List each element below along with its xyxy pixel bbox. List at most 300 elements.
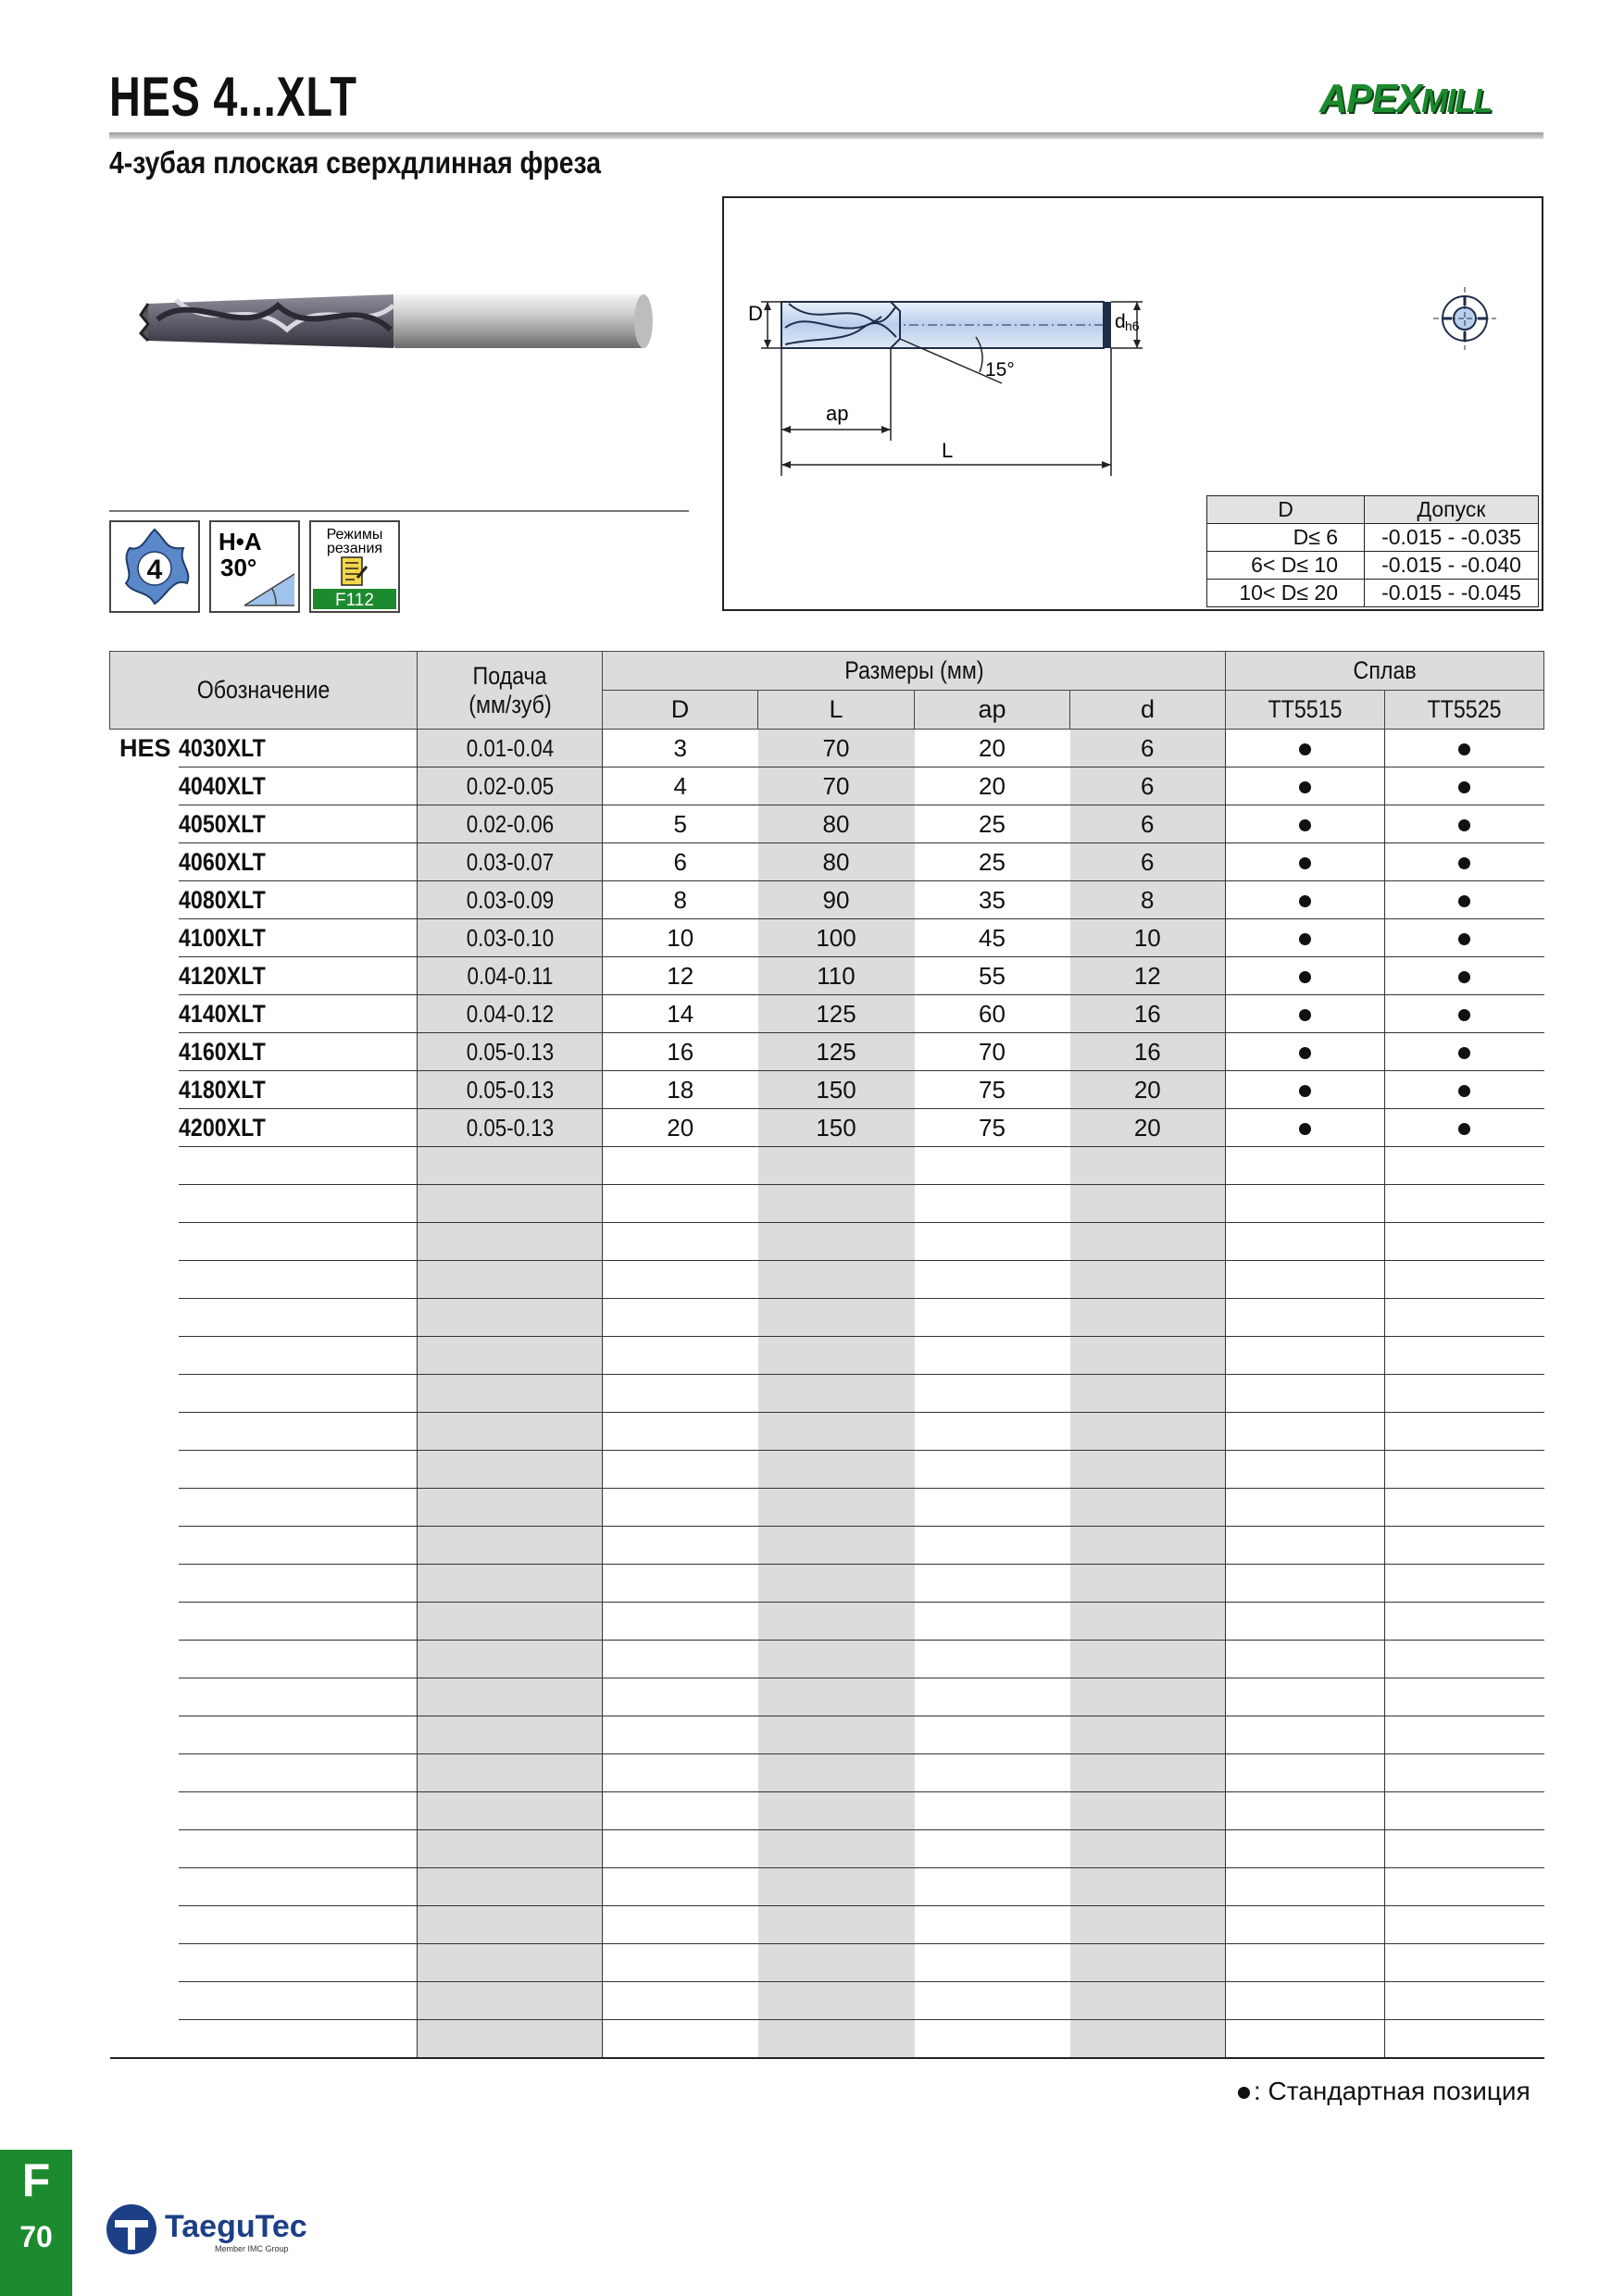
feed-cell (418, 1906, 603, 1944)
dim-D-cell: 14 (603, 995, 758, 1033)
dim-D-cell (603, 1830, 758, 1868)
dim-ap-cell: 25 (915, 805, 1070, 843)
alloy-availability-cell (1226, 1375, 1385, 1413)
dim-D-cell (603, 1641, 758, 1678)
dim-ap-cell: 20 (915, 767, 1070, 805)
dim-ap-cell (915, 1299, 1070, 1337)
dim-D-cell (603, 1337, 758, 1375)
feed-cell (418, 1603, 603, 1641)
dim-D-cell (603, 1944, 758, 1982)
standard-item-dot-icon (1458, 933, 1470, 945)
feed-value: 0.05-0.13 (466, 1075, 554, 1104)
dim-ap-cell (915, 1375, 1070, 1413)
dim-ap-cell: 45 (915, 919, 1070, 957)
alloy-availability-cell (1226, 1944, 1385, 1982)
dim-d-cell: 20 (1070, 1109, 1226, 1147)
feed-value: 0.02-0.06 (466, 809, 554, 838)
feed-cell (418, 730, 603, 767)
feed-cell (418, 1185, 603, 1223)
dim-L-cell (758, 1261, 915, 1299)
dim-ap-cell (915, 1413, 1070, 1451)
header-col-tt5515 (1226, 691, 1385, 730)
legend-text: : Стандартная позиция (1254, 2077, 1530, 2105)
designation-code (179, 957, 418, 995)
standard-item-dot-icon (1299, 1047, 1311, 1059)
dim-D-cell (603, 1982, 758, 2020)
header-alloy (1226, 652, 1544, 691)
header-alloy-text: Сплав (1353, 656, 1417, 684)
dim-ap-cell (915, 1337, 1070, 1375)
empty-row (110, 2020, 1544, 2058)
designation-code (179, 1830, 418, 1868)
apexmill-logo (1319, 76, 1492, 122)
standard-item-dot-icon (1299, 1123, 1311, 1135)
tol-header-d: D (1207, 496, 1365, 524)
designation-code (179, 2020, 418, 2058)
dim-d-cell: 8 (1070, 881, 1226, 919)
dim-D-cell (603, 1375, 758, 1413)
dim-D-cell: 12 (603, 957, 758, 995)
designation-prefix (110, 1071, 179, 1109)
header-col-ap: ap (915, 691, 1070, 730)
dim-L-cell: 80 (758, 843, 915, 881)
alloy-availability-cell (1226, 1223, 1385, 1261)
designation-prefix (110, 1185, 179, 1223)
designation-code (179, 1678, 418, 1716)
empty-row (110, 1527, 1544, 1565)
alloy-availability-cell (1226, 1033, 1385, 1071)
table-row (110, 767, 1544, 805)
dim-D-cell (603, 1716, 758, 1754)
feed-cell (418, 843, 603, 881)
designation-code (179, 1223, 418, 1261)
feed-cell (418, 1299, 603, 1337)
empty-row (110, 1299, 1544, 1337)
designation-code (179, 919, 418, 957)
alloy-availability-cell (1226, 843, 1385, 881)
dim-D-cell (603, 1792, 758, 1830)
designation-code (179, 1071, 418, 1109)
dim-d-cell (1070, 1375, 1226, 1413)
feed-cell (418, 1527, 603, 1565)
standard-item-dot-icon (1458, 819, 1470, 831)
header-col-L: L (758, 691, 915, 730)
designation-code-text: 4050XLT (178, 809, 266, 838)
dim-d-cell (1070, 1299, 1226, 1337)
dim-L-cell: 150 (758, 1109, 915, 1147)
empty-row (110, 1451, 1544, 1489)
dim-d-cell (1070, 1641, 1226, 1678)
standard-item-dot-icon (1299, 781, 1311, 793)
alloy-availability-cell (1226, 1109, 1385, 1147)
standard-item-dot-icon (1299, 971, 1311, 983)
end-mill-photo (139, 278, 657, 361)
feed-cell (418, 805, 603, 843)
page-title: HES 4...XLT (109, 66, 357, 128)
designation-prefix (110, 1527, 179, 1565)
feed-cell (418, 767, 603, 805)
dim-d-cell (1070, 1489, 1226, 1527)
dim-ap-cell (915, 1982, 1070, 2020)
feed-value: 0.05-0.13 (466, 1037, 554, 1066)
dim-D-cell (603, 1678, 758, 1716)
alloy-availability-cell (1226, 1641, 1385, 1678)
designation-code (179, 1261, 418, 1299)
dim-ap-cell (915, 1223, 1070, 1261)
alloy-availability-cell (1385, 1792, 1544, 1830)
alloy-availability-cell (1385, 1071, 1544, 1109)
empty-row (110, 1868, 1544, 1906)
standard-item-dot-icon (1458, 971, 1470, 983)
alloy-availability-cell (1385, 1868, 1544, 1906)
dim-L-cell: 125 (758, 995, 915, 1033)
dim-D-cell: 18 (603, 1071, 758, 1109)
alloy-availability-cell (1385, 1337, 1544, 1375)
cut-label-1: Режимы (326, 527, 383, 543)
dim-L-cell: 150 (758, 1071, 915, 1109)
empty-row (110, 1565, 1544, 1603)
designation-code (179, 1185, 418, 1223)
feed-cell (418, 1716, 603, 1754)
dim-ap-cell (915, 1527, 1070, 1565)
alloy-availability-cell (1385, 1944, 1544, 1982)
designation-prefix (110, 1147, 179, 1185)
cutting-data-icon (311, 522, 398, 611)
alloy-availability-cell (1226, 2020, 1385, 2058)
cutting-data-link[interactable] (309, 520, 400, 613)
four-flute-icon (111, 522, 198, 611)
dim-d-cell: 6 (1070, 767, 1226, 805)
header-dimensions (603, 652, 1226, 691)
dim-D-cell (603, 1754, 758, 1792)
empty-row (110, 1641, 1544, 1678)
designation-code (179, 1982, 418, 2020)
alloy-availability-cell (1385, 995, 1544, 1033)
dim-ap-cell (915, 1147, 1070, 1185)
dim-D-cell (603, 2020, 758, 2058)
designation-prefix (110, 1451, 179, 1489)
designation-prefix (110, 995, 179, 1033)
designation-code (179, 1299, 418, 1337)
dim-L-cell: 100 (758, 919, 915, 957)
dim-ap-cell (915, 1185, 1070, 1223)
dim-ap-cell: 20 (915, 730, 1070, 767)
alloy-availability-cell (1385, 1147, 1544, 1185)
standard-item-dot-icon (1299, 857, 1311, 869)
tol-value: -0.015 - -0.045 (1365, 580, 1539, 607)
feed-cell (418, 1413, 603, 1451)
designation-prefix: HES (119, 733, 171, 762)
alloy-availability-cell (1385, 805, 1544, 843)
dim-L-cell (758, 1678, 915, 1716)
header-feed-line1: Подача (472, 661, 547, 690)
dim-L-cell (758, 1223, 915, 1261)
dim-ap-cell (915, 1754, 1070, 1792)
feed-cell (418, 1375, 603, 1413)
feed-cell (418, 1033, 603, 1071)
empty-row (110, 1375, 1544, 1413)
dim-d-cell (1070, 1147, 1226, 1185)
feed-cell (418, 1071, 603, 1109)
alloy-availability-cell (1385, 1754, 1544, 1792)
feed-cell (418, 1678, 603, 1716)
feed-value: 0.01-0.04 (466, 733, 554, 762)
designation-code (179, 1792, 418, 1830)
brand-sub: Member IMC Group (215, 2244, 289, 2253)
alloy-availability-cell (1385, 1678, 1544, 1716)
dim-L-cell (758, 1527, 915, 1565)
end-view-icon (1433, 287, 1496, 350)
designation-prefix (110, 2020, 179, 2058)
dim-ap-cell (915, 1603, 1070, 1641)
designation-code-text: 4180XLT (178, 1075, 266, 1104)
header-col-d: d (1070, 691, 1226, 730)
alloy-availability-cell (1385, 1375, 1544, 1413)
standard-item-dot-icon (1458, 1009, 1470, 1021)
header-feed-line2: (мм/зуб) (468, 690, 552, 718)
dim-ap-cell: 60 (915, 995, 1070, 1033)
spec-table-body (110, 730, 1544, 2058)
designation-prefix (110, 1489, 179, 1527)
alloy-availability-cell (1226, 1754, 1385, 1792)
dim-L-cell: 80 (758, 805, 915, 843)
alloy-availability-cell (1385, 843, 1544, 881)
tol-header-tolerance: Допуск (1365, 496, 1539, 524)
standard-item-dot-icon (1458, 743, 1470, 755)
designation-prefix (110, 881, 179, 919)
alloy-availability-cell (1226, 767, 1385, 805)
dim-D-cell (603, 1868, 758, 1906)
designation-prefix (110, 1678, 179, 1716)
designation-prefix (110, 1261, 179, 1299)
dim-ap-cell (915, 1944, 1070, 1982)
feed-cell (418, 1565, 603, 1603)
alloy-availability-cell (1226, 1337, 1385, 1375)
table-row (110, 957, 1544, 995)
feed-cell (418, 995, 603, 1033)
feed-cell (418, 1982, 603, 2020)
feed-cell (418, 1754, 603, 1792)
dim-D-cell (603, 1223, 758, 1261)
designation-prefix (110, 1716, 179, 1754)
alloy-availability-cell (1385, 1641, 1544, 1678)
designation-code (179, 1337, 418, 1375)
standard-item-dot-icon (1299, 1009, 1311, 1021)
dim-ap-cell: 70 (915, 1033, 1070, 1071)
tol-value: -0.015 - -0.035 (1365, 524, 1539, 552)
dim-ap-cell (915, 1792, 1070, 1830)
dim-ap-cell (915, 1451, 1070, 1489)
standard-item-dot-icon (1299, 743, 1311, 755)
dim-ap-cell (915, 1906, 1070, 1944)
dim-d-cell (1070, 1982, 1226, 2020)
alloy-availability-cell (1385, 1451, 1544, 1489)
dim-L-cell (758, 1185, 915, 1223)
dim-D-cell (603, 1565, 758, 1603)
designation-prefix (110, 1641, 179, 1678)
designation-code (179, 1147, 418, 1185)
feed-cell (418, 1489, 603, 1527)
empty-row (110, 1261, 1544, 1299)
dim-L-cell (758, 1451, 915, 1489)
dim-d-cell (1070, 1868, 1226, 1906)
brand-name: TaeguTec (165, 2209, 307, 2244)
dim-d-cell (1070, 1223, 1226, 1261)
designation-code (179, 881, 418, 919)
alloy-availability-cell (1226, 1413, 1385, 1451)
dim-d-cell (1070, 1337, 1226, 1375)
designation-code-text: 4080XLT (178, 885, 266, 914)
dim-d-cell (1070, 1830, 1226, 1868)
alloy-availability-cell (1385, 1489, 1544, 1527)
dim-d-cell (1070, 1451, 1226, 1489)
feed-cell (418, 1147, 603, 1185)
feed-cell (418, 2020, 603, 2058)
dim-d-cell: 10 (1070, 919, 1226, 957)
designation-prefix (110, 1565, 179, 1603)
feed-value: 0.02-0.05 (466, 771, 554, 800)
dim-D-cell: 3 (603, 730, 758, 767)
dim-d-cell: 16 (1070, 995, 1226, 1033)
alloy-availability-cell (1226, 1830, 1385, 1868)
alloy-2-text: TT5525 (1427, 695, 1502, 723)
dim-d-cell (1070, 1678, 1226, 1716)
flute-count-badge (109, 520, 200, 613)
alloy-availability-cell (1385, 1261, 1544, 1299)
dim-d-label: d (1115, 311, 1126, 332)
designation-prefix (110, 1109, 179, 1147)
dim-D-cell (603, 1489, 758, 1527)
feed-value: 0.04-0.12 (466, 999, 554, 1028)
alloy-availability-cell (1226, 1185, 1385, 1223)
alloy-availability-cell (1385, 1527, 1544, 1565)
alloy-availability-cell (1226, 1868, 1385, 1906)
alloy-availability-cell (1226, 1678, 1385, 1716)
alloy-availability-cell (1226, 805, 1385, 843)
designation-code (179, 1109, 418, 1147)
table-row (110, 881, 1544, 919)
page-subtitle: 4-зубая плоская сверхдлинная фреза (109, 145, 602, 180)
alloy-availability-cell (1226, 919, 1385, 957)
alloy-availability-cell (1226, 1489, 1385, 1527)
designation-prefix (110, 919, 179, 957)
empty-row (110, 1223, 1544, 1261)
dim-L-cell (758, 1716, 915, 1754)
dim-d-cell (1070, 2020, 1226, 2058)
designation-code (179, 805, 418, 843)
designation-code (179, 1375, 418, 1413)
helix-angle-badge (209, 520, 300, 613)
designation-code-text: 4200XLT (178, 1113, 266, 1142)
tol-range: 6< D≤ 10 (1207, 552, 1365, 580)
dim-L-cell (758, 1375, 915, 1413)
empty-row (110, 1678, 1544, 1716)
alloy-availability-cell (1385, 1033, 1544, 1071)
dim-D-cell (603, 1527, 758, 1565)
alloy-availability-cell (1385, 1109, 1544, 1147)
designation-code (179, 1603, 418, 1641)
feed-cell (418, 919, 603, 957)
feed-cell (418, 1223, 603, 1261)
tolerance-table (1206, 495, 1539, 607)
feed-cell (418, 1261, 603, 1299)
standard-item-dot-icon (1458, 895, 1470, 907)
dim-L-cell (758, 1641, 915, 1678)
alloy-availability-cell (1385, 1982, 1544, 2020)
designation-prefix (110, 1944, 179, 1982)
empty-row (110, 1337, 1544, 1375)
spec-table-wrapper (109, 651, 1543, 2059)
alloy-availability-cell (1385, 730, 1544, 767)
dim-L-cell (758, 1337, 915, 1375)
feed-cell (418, 957, 603, 995)
dim-L-cell: 70 (758, 730, 915, 767)
standard-item-dot-icon (1299, 933, 1311, 945)
designation-prefix (110, 957, 179, 995)
designation-prefix (110, 1982, 179, 2020)
dim-D-cell: 10 (603, 919, 758, 957)
dim-d-cell: 6 (1070, 805, 1226, 843)
empty-row (110, 1944, 1544, 1982)
designation-code-text: 4030XLT (178, 733, 266, 762)
header-designation-text: Обозначение (196, 676, 331, 704)
alloy-availability-cell (1226, 1906, 1385, 1944)
designation-code (179, 1868, 418, 1906)
empty-row (110, 1906, 1544, 1944)
table-row (110, 919, 1544, 957)
dim-ap-cell: 55 (915, 957, 1070, 995)
alloy-availability-cell (1226, 1792, 1385, 1830)
designation-code (179, 995, 418, 1033)
dim-L-cell: 125 (758, 1033, 915, 1071)
dim-d-cell (1070, 1906, 1226, 1944)
dim-D-cell (603, 1261, 758, 1299)
feed-cell (418, 881, 603, 919)
dim-d-cell: 20 (1070, 1071, 1226, 1109)
designation-prefix (110, 1033, 179, 1071)
dim-L-cell: 110 (758, 957, 915, 995)
designation-prefix (110, 1830, 179, 1868)
alloy-availability-cell (1226, 1071, 1385, 1109)
dim-D-cell: 16 (603, 1033, 758, 1071)
dim-D-cell (603, 1413, 758, 1451)
designation-prefix (110, 1792, 179, 1830)
designation-code (179, 1451, 418, 1489)
feed-cell (418, 1868, 603, 1906)
dim-d-cell (1070, 1792, 1226, 1830)
dim-ap-cell (915, 1716, 1070, 1754)
table-row (110, 843, 1544, 881)
alloy-availability-cell (1385, 919, 1544, 957)
designation-code (179, 843, 418, 881)
empty-row (110, 1603, 1544, 1641)
dim-L-cell (758, 1830, 915, 1868)
dim-d-cell (1070, 1527, 1226, 1565)
tol-value: -0.015 - -0.040 (1365, 552, 1539, 580)
designation-code (179, 1754, 418, 1792)
designation-prefix (110, 1906, 179, 1944)
dim-d-cell (1070, 1413, 1226, 1451)
standard-item-dot-icon (1458, 857, 1470, 869)
designation-code (179, 730, 418, 767)
designation-prefix (110, 1299, 179, 1337)
feed-value: 0.03-0.10 (466, 923, 554, 952)
designation-code (179, 1527, 418, 1565)
dim-ap-cell (915, 1678, 1070, 1716)
dim-ap-cell: 75 (915, 1071, 1070, 1109)
feed-cell (418, 1944, 603, 1982)
feed-value: 0.04-0.11 (467, 961, 553, 990)
